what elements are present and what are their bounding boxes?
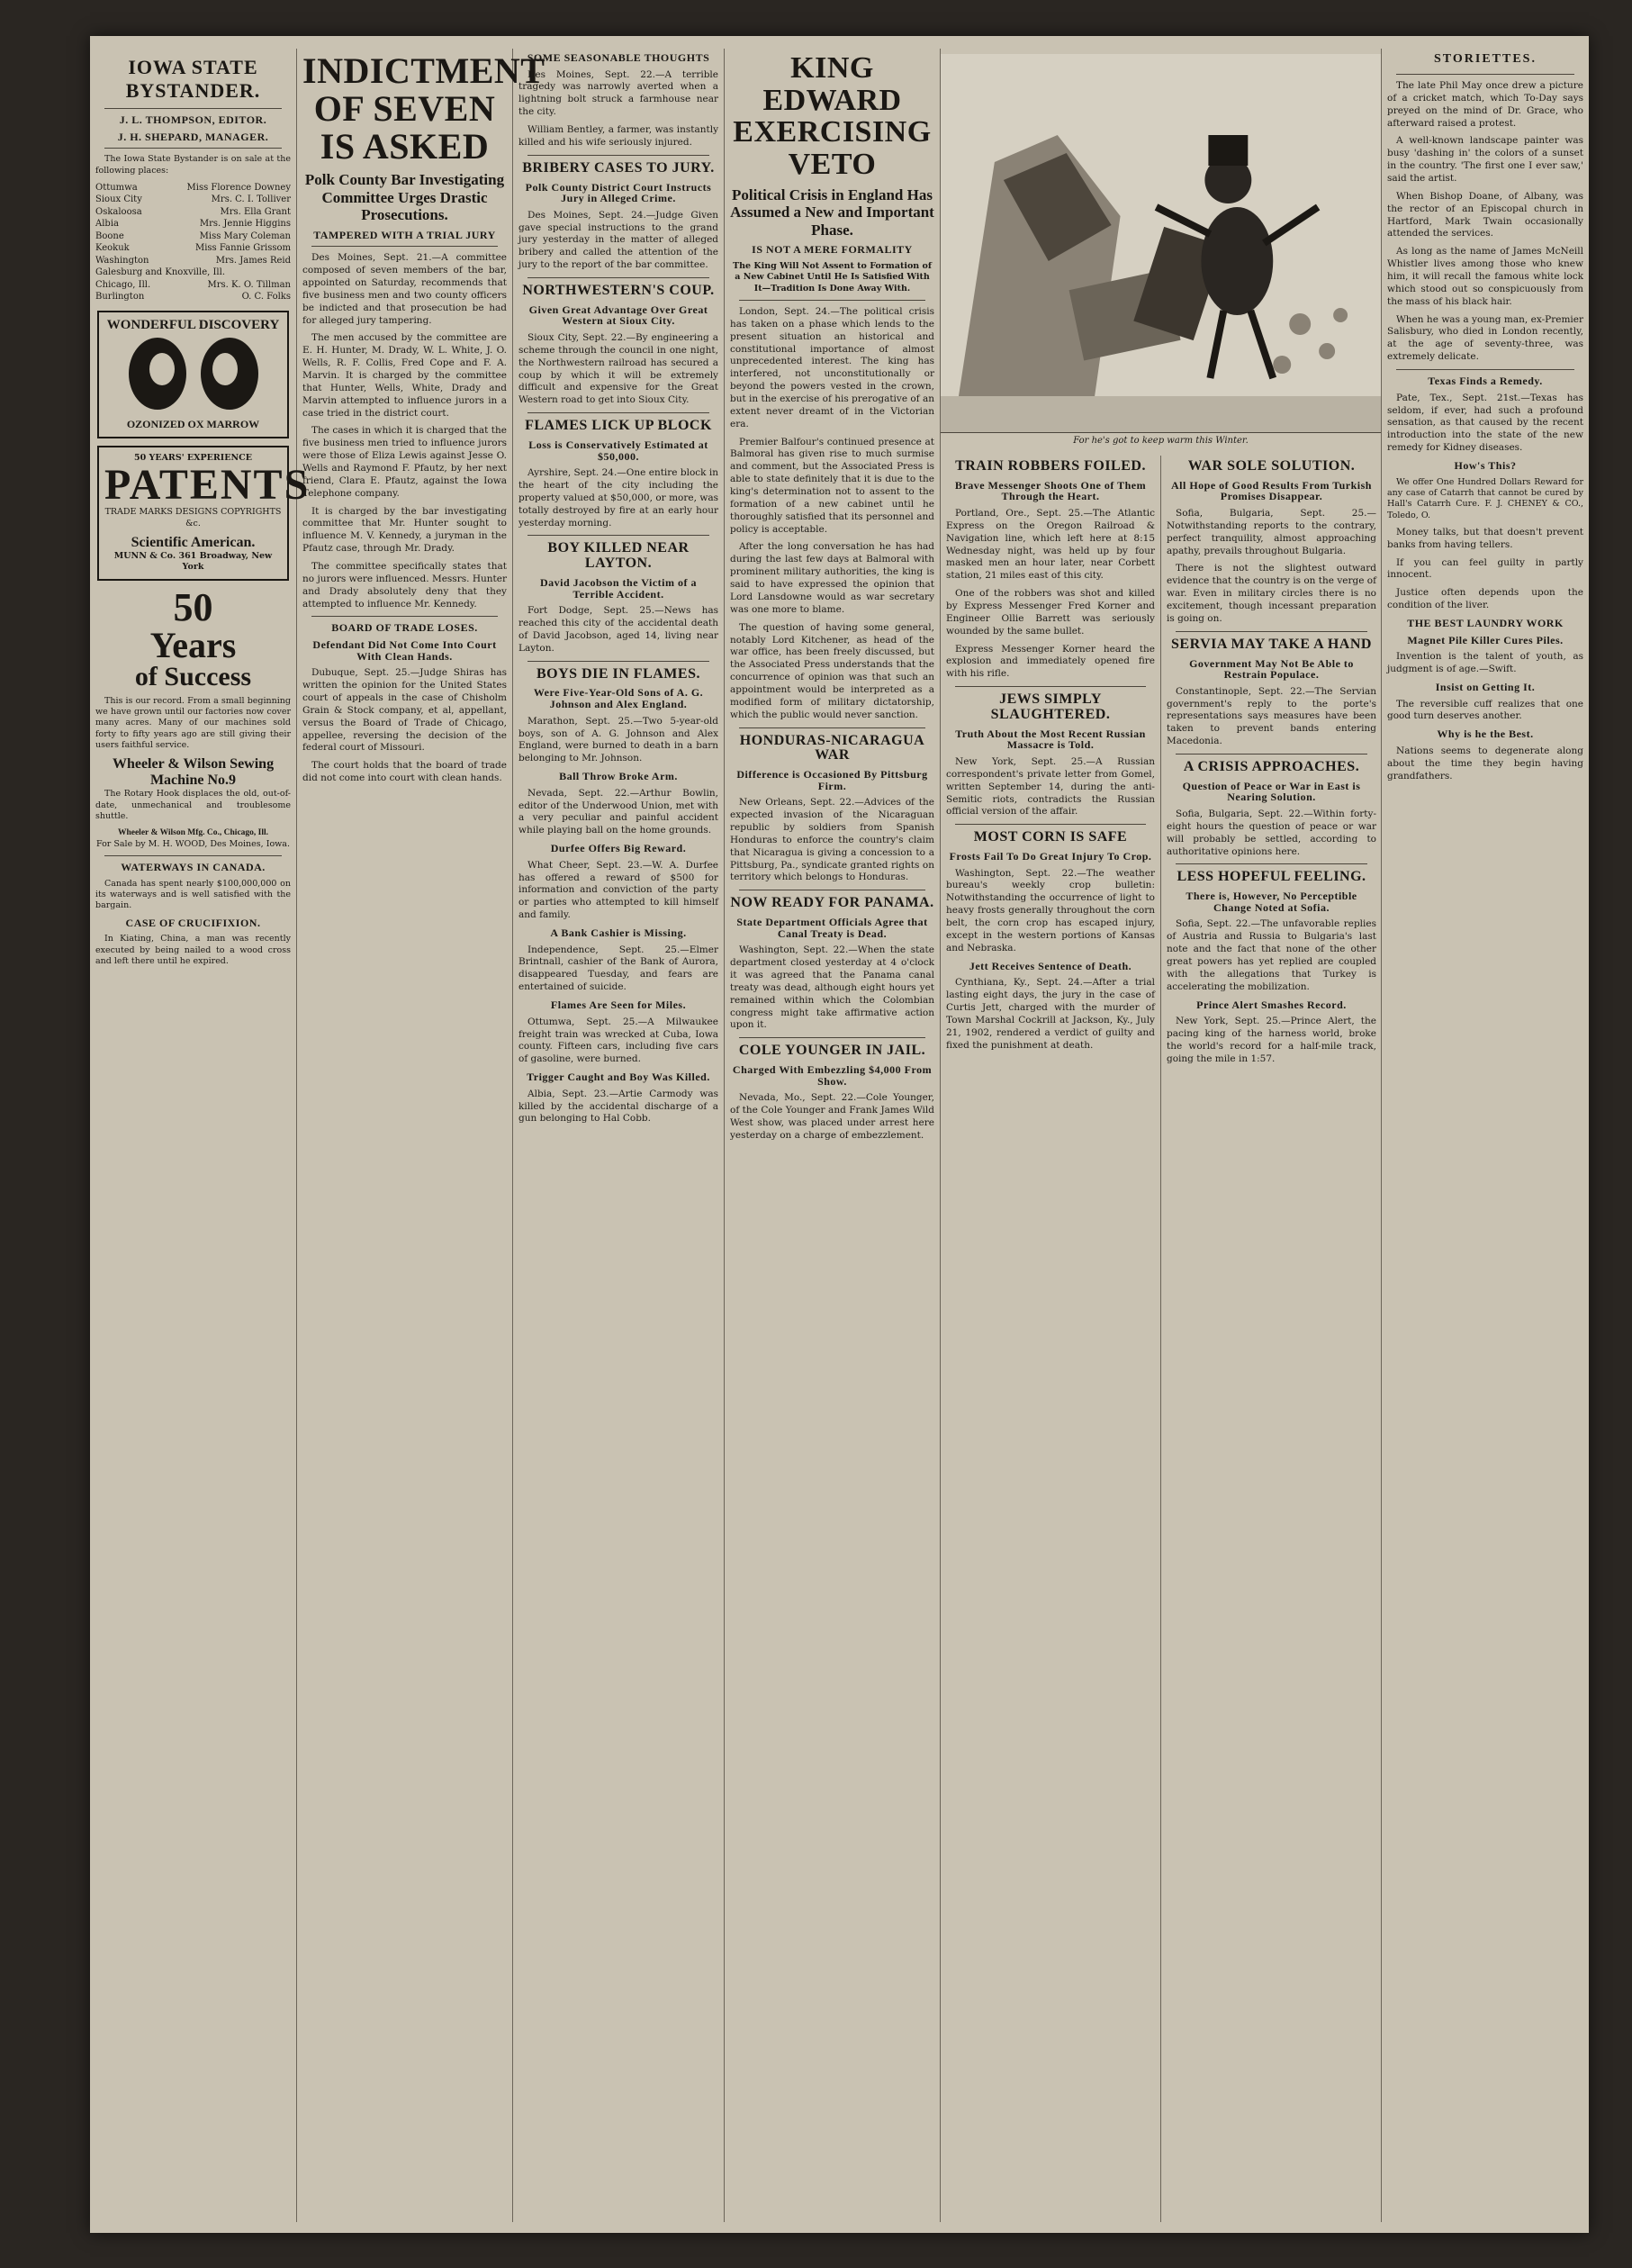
of-success: of Success — [134, 661, 252, 691]
manager-line: J. H. SHEPARD, MANAGER. — [117, 130, 269, 143]
headline: KING EDWARD EXERCISING VETO — [733, 51, 932, 182]
subhead-deck: State Department Officials Agree that Canal Treaty is Dead. — [736, 916, 928, 940]
storiettes-title: STORIETTES. — [1434, 52, 1537, 66]
paragraph: Fort Dodge, Sept. 25.—News has reached this city of the accidental death of David Jacobson, aged 14, living near Layton. — [518, 605, 718, 654]
subhead: BOYS DIE IN FLAMES. — [536, 665, 700, 682]
paragraph: Des Moines, Sept. 22.—A terrible tragedy was narrowly averted when a lightning bolt struck a farmhouse near the city. — [518, 68, 718, 118]
munn-firm: MUNN & Co. 361 Broadway, New York — [113, 550, 273, 573]
brand-name: Wheeler & Wilson Sewing Machine No.9 — [112, 756, 275, 789]
paragraph: Sofia, Bulgaria, Sept. 22.—Within forty-eight hours the question of peace or war will probably be settled, according to authoritative opinions here. — [1167, 808, 1376, 857]
subhead: MOST CORN IS SAFE — [973, 829, 1128, 845]
ox-marrow-ad — [97, 311, 289, 438]
masthead: IOWA STATE BYSTANDER. — [125, 56, 261, 102]
brief-text: Canada has spent nearly $100,000,000 on its waterways and is well satisfied with the bargain. — [95, 878, 291, 911]
column-3 — [513, 49, 725, 2222]
editor-line: J. L. THOMPSON, EDITOR. — [119, 113, 267, 126]
paragraph: Justice often depends upon the condition of the liver. — [1387, 587, 1583, 611]
paragraph: Express Messenger Korner heard the explosion and immediately opened fire with his rifle. — [946, 643, 1155, 680]
brief-head: Jett Receives Sentence of Death. — [969, 959, 1132, 972]
agent-row: Galesburg and Knoxville, Ill. — [95, 267, 225, 278]
brief-title: WATERWAYS IN CANADA. — [121, 861, 266, 874]
brief-title: CASE OF CRUCIFIXION. — [125, 916, 261, 929]
ad-title: WONDERFUL DISCOVERY — [106, 317, 280, 332]
sale-by: For Sale by M. H. WOOD, Des Moines, Iowa. — [96, 838, 290, 849]
subhead-deck: Defendant Did Not Come Into Court With Clean Hands. — [312, 638, 497, 663]
lower-columns — [941, 456, 1381, 2222]
paragraph: Portland, Ore., Sept. 25.—The Atlantic Express on the Oregon Railroad & Navigation line, which left here at 8:15 Wednesday night, was held up by four masked men an hour later, near Corbett station, 21 miles east of this city. — [946, 507, 1155, 582]
paragraph: After the long conversation he has had during the last few days at Balmoral with prominent military authorities, the king is said to have expressed the opinion that Lord Lansdowne would as war secretary was one more to blame. — [730, 541, 934, 615]
subhead: HONDURAS-NICARAGUA WAR — [739, 732, 925, 764]
scientific-american: Scientific American. — [131, 534, 256, 550]
subhead: COLE YOUNGER IN JAIL. — [738, 1043, 926, 1059]
agent-row: Washington Mrs. James Reid — [95, 255, 291, 266]
paragraph: Sofia, Sept. 22.—The unfavorable replies of Austria and Russia to Bulgaria's last note and the fact that none of the other great powers has yet replied are coupled with the allegations that Turkey is accelerating the mobilization. — [1167, 918, 1376, 992]
paragraph: If you can feel guilty in partly innocent. — [1387, 556, 1583, 581]
paragraph: Albia, Sept. 23.—Artie Carmody was killed by the accidental discharge of a gun belonging to Hal Cobb. — [518, 1088, 718, 1125]
subhead: BRIBERY CASES TO JURY. — [522, 159, 715, 176]
fifty: 50 — [173, 584, 213, 629]
paragraph: The cases in which it is charged that the five business men tried to influence jurors were those of Eliza Lewis against Jesse O. Wells and Raymond F. Pfautz, by her next friend, Clara E. Pfautz, against the Iowa Telephone company. — [302, 425, 507, 499]
paragraph: Independence, Sept. 25.—Elmer Brintnall, cashier of the Bank of Aurora, disappeared Tuesday, and fears are entertained of suicide. — [518, 944, 718, 993]
paragraph: The men accused by the committee are E. H. Hunter, M. Drady, W. L. White, J. O. Wells, R. F. Collis, Fred Cope and F. A. Marvin. It is charged by the committee that Hunter, Wells, White, Drady and Marvin attempted to influence jurors in a case tried in the district court. — [302, 332, 507, 419]
column-5 — [941, 456, 1161, 2222]
subdeck-2: The King Will Not Assent to Formation of a New Cabinet Until He Is Satisfied With It—Tradition Is Done Away With. — [733, 260, 932, 294]
subhead: TRAIN ROBBERS FOILED. — [955, 458, 1146, 474]
paragraph: Pate, Tex., Sept. 21st.—Texas has seldom, if ever, had such a profound sensation, as that caused by the recent introduction into the state of the new remedy for Kidney diseases. — [1387, 392, 1583, 454]
paragraph: Nations seems to degenerate along about the time they begin having grandfathers. — [1387, 745, 1583, 782]
paragraph: Invention is the talent of youth, as judgment is of age.—Swift. — [1387, 651, 1583, 675]
paragraph: Constantinople, Sept. 22.—The Servian government's reply to the porte's representations says measures have been taken to prevent bands entering Macedonia. — [1167, 685, 1376, 747]
brief-head: A Bank Cashier is Missing. — [550, 926, 687, 940]
subdeck: TAMPERED WITH A TRIAL JURY — [313, 228, 496, 241]
patents-ad — [97, 446, 311, 581]
paragraph: William Bentley, a farmer, was instantly killed and his wife seriously injured. — [518, 124, 718, 148]
paragraph: The court holds that the board of trade did not come into court with clean hands. — [302, 760, 507, 784]
paragraph: When Bishop Doane, of Albany, was the rector of an Episcopal church in Hartford, Mark Twain occasionally attended the services. — [1387, 190, 1583, 239]
patents-sub: TRADE MARKS DESIGNS COPYRIGHTS &c. — [104, 507, 282, 529]
columns-5-6 — [941, 49, 1382, 2222]
paragraph: Ayrshire, Sept. 24.—One entire block in the heart of the city including the property valued at $50,000, or more, was totally destroyed by fire at an early hour yesterday morning. — [518, 467, 718, 529]
subhead-deck: Were Five-Year-Old Sons of A. G. Johnson and Alex England. — [533, 686, 704, 711]
paragraph: A well-known landscape painter was busy 'dashing in' the colors of a sunset in the country. 'The first one I ever saw,' said the artist. — [1387, 135, 1583, 185]
subhead-deck: There is, However, No Perceptible Change Noted at Sofia. — [1186, 890, 1357, 914]
subhead: Insist on Getting It. — [1435, 680, 1536, 693]
column-4 — [725, 49, 941, 2222]
ad-subtitle: OZONIZED OX MARROW — [126, 417, 260, 430]
subhead: A CRISIS APPROACHES. — [1183, 759, 1360, 774]
paragraph: One of the robbers was shot and killed by Express Messenger Fred Korner and Engineer Ollie Barrett was seriously wounded by the same bullet. — [946, 588, 1155, 637]
agents-list — [95, 182, 291, 303]
paragraph: Ottumwa, Sept. 25.—A Milwaukee freight train was wrecked at Cuba, Iowa county. Fifteen cars, including five cars of gasoline, were burned. — [518, 1016, 718, 1065]
subhead-deck: Given Great Advantage Over Great Western at Sioux City. — [528, 303, 708, 328]
column-2 — [297, 49, 546, 2222]
paragraph: Dubuque, Sept. 25.—Judge Shiras has written the opinion for the United States court of appeals in the case of Chisholm Grain & Stock company, et al, appellant, versus the Board of Trade of Chicago, appellee, reversing the decision of the federal court of Missouri. — [302, 667, 507, 754]
subhead: LESS HOPEFUL FEELING. — [1177, 869, 1366, 885]
paragraph: London, Sept. 24.—The political crisis has taken on a phase which lends to the present situation an historical and constitutional importance of almost unprecedented interest. The king has interfered, not unconstitutionally or beyond the powers vested in the crown, but in the exercise of his prerogative of an extent never dreamt of in the Victorian era. — [730, 306, 934, 429]
agent-row: Chicago, Ill. Mrs. K. O. Tillman — [95, 279, 291, 290]
paragraph: Nevada, Mo., Sept. 22.—Cole Younger, of the Cole Younger and Frank James Wild West show, was placed under arrest here yesterday on a charge of embezzlement. — [730, 1092, 934, 1141]
agents-title: The Iowa State Bystander is on sale at the following places: — [95, 154, 291, 176]
agent-row: Boone Miss Mary Coleman — [95, 230, 291, 241]
paragraph: New York, Sept. 25.—A Russian correspondent's private letter from Gomel, written September 14, during the anti-Semitic riots, contradicts the Russian official version of the affair. — [946, 755, 1155, 818]
subhead-deck: All Hope of Good Results From Turkish Promises Disappear. — [1171, 478, 1372, 503]
subhead-deck: Question of Peace or War in East is Nearing Solution. — [1182, 779, 1361, 804]
subhead: JEWS SIMPLY SLAUGHTERED. — [990, 691, 1111, 722]
editorial-cartoon — [941, 54, 1381, 433]
paragraph: As long as the name of James McNeill Whistler lives among those who knew him, it will recall the famous white lock which stood out so conspicuously from the mass of his black hair. — [1387, 246, 1583, 307]
paragraph: We offer One Hundred Dollars Reward for any case of Catarrh that cannot be cured by Hall's Catarrh Cure. F. J. CHENEY & CO., Toledo, O. — [1387, 476, 1583, 520]
agent-row: Sioux City Mrs. C. I. Tolliver — [95, 194, 291, 205]
paragraph: Marathon, Sept. 25.—Two 5-year-old boys, son of A. G. Johnson and Alex England, were burned to death in a barn belonging to Mr. Johnson. — [518, 715, 718, 764]
newspaper-page — [90, 36, 1589, 2233]
paragraph: Premier Balfour's continued presence at Balmoral has given rise to much surmise and comment, but the Associated Press is able to state definitely that it is due to the king's determination not to assent to the formation of a new cabinet until he thoroughly satisfied that its personnel and policy is acceptable. — [730, 436, 934, 535]
subhead: NOW READY FOR PANAMA. — [730, 895, 934, 911]
cartoon-caption: For he's got to keep warm this Winter. — [1073, 436, 1249, 446]
paragraph: Des Moines, Sept. 24.—Judge Given gave special instructions to the grand jury yesterday in the matter of alleged bribery and called the attention of the jury to the report of the bar committee. — [518, 209, 718, 271]
paragraph: Sofia, Bulgaria, Sept. 25.—Notwithstanding reports to the contrary, perfect tranquility, almost approaching apathy, prevails throughout Bulgaria. — [1167, 507, 1376, 556]
subhead: NORTHWESTERN'S COUP. — [522, 283, 715, 299]
paragraph: The reversible cuff realizes that one good turn deserves another. — [1387, 698, 1583, 722]
subhead-deck: Brave Messenger Shoots One of Them Through the Heart. — [954, 478, 1147, 503]
paragraph: New Orleans, Sept. 22.—Advices of the expected invasion of the Nicaraguan republic by soldiers from Spanish Honduras to enforce the country's claim that Nicaragua is giving a concession to a Pittsburg, Pa., syndicate granted rights on territory which belongs to Honduras. — [730, 797, 934, 883]
paragraph: It is charged by the bar investigating committee that Mr. Hunter sought to influence M. V. Kennedy, a juryman in the Pfautz case, through Mr. Drady. — [302, 505, 507, 555]
subhead: Why is he the Best. — [1437, 727, 1534, 741]
section-head: SOME SEASONABLE THOUGHTS — [527, 51, 710, 64]
paragraph: The committee specifically states that no jurors were influenced. Messrs. Hunter and Drady absolutely deny that they attempted to influence Mr. Kennedy. — [302, 561, 507, 610]
paragraph: There is not the slightest outward evidence that the country is on the verge of war. Even in military circles there is no excitement, though incessant preparation is going on. — [1167, 563, 1376, 624]
subhead-deck: Frosts Fail To Do Great Injury To Crop. — [949, 850, 1152, 863]
patents-word: PATENTS — [104, 461, 311, 510]
agent-row: Ottumwa Miss Florence Downey — [95, 182, 291, 193]
paragraph: The late Phil May once drew a picture of a cricket match, which To-Day says preyed on the mind of Dr. Grace, who afterward raised a protest. — [1387, 80, 1583, 129]
sewing-machine-ad — [95, 584, 291, 850]
paragraph: What Cheer, Sept. 23.—W. A. Durfee has offered a reward of $500 for information and conviction of the party or parties who attempted to kill himself and family. — [518, 859, 718, 921]
brief-head: Durfee Offers Big Reward. — [550, 842, 687, 855]
brief-head: Prince Alert Smashes Record. — [1196, 998, 1347, 1011]
subhead-deck: Difference is Occasioned By Pittsburg Firm. — [736, 768, 928, 792]
subhead: FLAMES LICK UP BLOCK — [525, 418, 712, 434]
paragraph: New York, Sept. 25.—Prince Alert, the pacing king of the harness world, broke the world's record for a half-mile track, going the mile in 1:57. — [1167, 1016, 1376, 1064]
cartoon-illustration-icon — [941, 54, 1381, 432]
column-6 — [1161, 456, 1382, 2222]
subhead: THE BEST LAUNDRY WORK — [1407, 617, 1564, 630]
headline: INDICTMENT OF SEVEN IS ASKED — [302, 50, 546, 167]
subhead-deck: Charged With Embezzling $4,000 From Show. — [732, 1063, 933, 1088]
years-word: Years — [149, 624, 237, 665]
paragraph: Des Moines, Sept. 21.—A committee composed of seven members of the bar, appointed on Saturday, recommends that five business men and two county officers be indicted and that prosecution be had for alleged jury tampering. — [302, 252, 507, 326]
subdeck: IS NOT A MERE FORMALITY — [752, 243, 913, 257]
subhead: Texas Finds a Remedy. — [1428, 375, 1543, 388]
subhead-deck: Loss is Conservatively Estimated at $50,000. — [528, 438, 708, 463]
paragraph: Nevada, Sept. 22.—Arthur Bowlin, editor of the Underwood Union, met with a very peculiar and painful accident while playing ball on the home grounds. — [518, 787, 718, 836]
agent-row: Oskaloosa Mrs. Ella Grant — [95, 206, 291, 217]
subhead: SERVIA MAY TAKE A HAND — [1171, 636, 1372, 652]
paragraph: Sioux City, Sept. 22.—By engineering a scheme through the council in one night, the Northwestern railroad has secured a coup by which it will be extremely difficult and expensive for the Great Western road to get into Sioux City. — [518, 332, 718, 406]
subhead: BOY KILLED NEAR LAYTON. — [547, 540, 690, 572]
agent-row: Burlington O. C. Folks — [95, 292, 291, 303]
subhead-deck: David Jacobson the Victim of a Terrible Accident. — [540, 576, 697, 601]
portrait-silhouettes-icon — [108, 333, 279, 414]
paragraph: Cynthiana, Ky., Sept. 24.—After a trial lasting eight days, the jury in the case of Curtis Jett, charged with the murder of Town Marshal Cockrill at Jackson, Ky., July 21, 1902, rendered a verdict of guilty and fixed the punishment at death. — [946, 977, 1155, 1051]
subhead-deck: Truth About the Most Recent Russian Massacre is Told. — [955, 727, 1146, 752]
subhead: Magnet Pile Killer Cures Piles. — [1407, 633, 1564, 646]
ad-body: This is our record. From a small beginning we have grown until our factories now cover many acres. Many of our machines sold forty to fifty years ago are still giving their users faithful service. — [95, 695, 291, 750]
brief-head: Trigger Caught and Boy Was Killed. — [527, 1071, 710, 1084]
paragraph: Washington, Sept. 22.—When the state department closed yesterday at 4 o'clock it was agreed that the Panama canal treaty was dead, although eight hours yet remained within which the Colombian congress might take affirmative action upon it. — [730, 944, 934, 1031]
patents-experience: 50 YEARS' EXPERIENCE — [134, 452, 252, 463]
agent-row: Keokuk Miss Fannie Grissom — [95, 243, 291, 254]
brief-head: Ball Throw Broke Arm. — [559, 770, 678, 783]
column-1 — [90, 49, 311, 2222]
deck: Polk County Bar Investigating Committee Urges Drastic Prosecutions. — [304, 171, 505, 224]
agent-row: Albia Mrs. Jennie Higgins — [95, 219, 291, 230]
ad-body-2: The Rotary Hook displaces the old, out-of-date, unmechanical and troublesome shuttle. — [95, 789, 291, 821]
deck: Political Crisis in England Has Assumed a New and Important Phase. — [730, 185, 934, 239]
subhead: How's This? — [1454, 458, 1517, 472]
maker: Wheeler & Wilson Mfg. Co., Chicago, Ill. — [117, 828, 269, 838]
paragraph: Money talks, but that doesn't prevent banks from having tellers. — [1387, 526, 1583, 550]
subhead-deck: Polk County District Court Instructs Jury in Alleged Crime. — [525, 180, 712, 205]
brief-text: In Kiating, China, a man was recently executed by being nailed to a wood cross and left there until he expired. — [95, 934, 291, 966]
subhead: WAR SOLE SOLUTION. — [1187, 458, 1356, 474]
paragraph: The question of having some general, notably Lord Kitchener, as head of the war office, has been freely discussed, but the Associated Press understands that the concurrence of opinion was that such an appointment would be interpreted as a modified form of military dictatorship, which the public would never sanction. — [730, 621, 934, 720]
paragraph: When he was a young man, ex-Premier Salisbury, who died in London recently, at the age of seventy-three, was extremely delicate. — [1387, 313, 1583, 363]
subhead: BOARD OF TRADE LOSES. — [331, 621, 478, 635]
brief-head: Flames Are Seen for Miles. — [550, 998, 687, 1012]
subhead-deck: Government May Not Be Able to Restrain Populace. — [1189, 656, 1354, 682]
paragraph: Washington, Sept. 22.—The weather bureau's weekly crop bulletin: Notwithstanding the occurrence of light to heavy frosts generally throughout the corn belt, the corn crop has escaped injury, except in the western portions of Kansas and Nebraska. — [946, 867, 1155, 953]
column-7 — [1382, 49, 1589, 2222]
